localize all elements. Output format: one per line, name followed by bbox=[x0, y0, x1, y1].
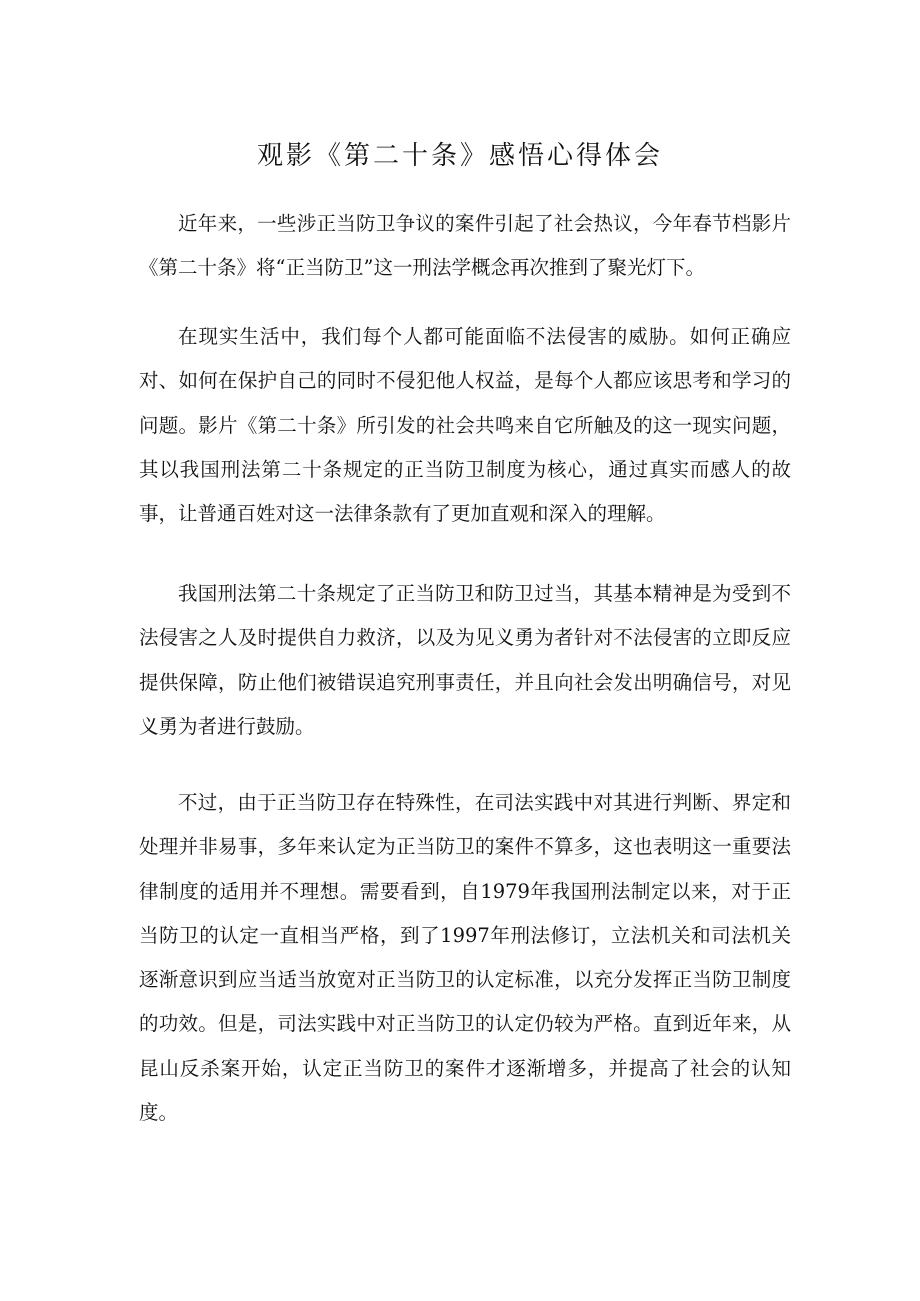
paragraph-3: 我国刑法第二十条规定了正当防卫和防卫过当，其基本精神是为受到不法侵害之人及时提供自力救济，以及为见义勇为者针对不法侵害的立即反应提供保障，防止他们被错误追究刑事责任，并且向社会发出明确信号，对见义勇为者进行鼓励。 bbox=[139, 582, 791, 738]
paragraph-4: 不过，由于正当防卫存在特殊性，在司法实践中对其进行判断、界定和处理并非易事，多年来认定为正当防卫的案件不算多，这也表明这一重要法律制度的适用并不理想。需要看到，自1979年我国刑法制定以来，对于正当防卫的认定一直相当严格，到了1997年刑法修订，立法机关和司法机关逐渐意识到应当适当放宽对正当防卫的认定标准，以充分发挥正当防卫制度的功效。但是，司法实践中对正当防卫的认定仍较为严格。直到近年来，从昆山反杀案开始，认定正当防卫的案件才逐渐增多，并提高了社会的认知度。 bbox=[139, 791, 791, 1125]
paragraph-1: 近年来，一些涉正当防卫争议的案件引起了社会热议，今年春节档影片《第二十条》将“正当防卫”这一刑法学概念再次推到了聚光灯下。 bbox=[139, 212, 791, 280]
document-title: 观影《第二十条》感悟心得体会 bbox=[256, 141, 663, 171]
paragraph-2: 在现实生活中，我们每个人都可能面临不法侵害的威胁。如何正确应对、如何在保护自己的同时不侵犯他人权益，是每个人都应该思考和学习的问题。影片《第二十条》所引发的社会共鸣来自它所触及的这一现实问题，其以我国刑法第二十条规定的正当防卫制度为核心，通过真实而感人的故事，让普通百姓对这一法律条款有了更加直观和深入的理解。 bbox=[139, 325, 791, 526]
